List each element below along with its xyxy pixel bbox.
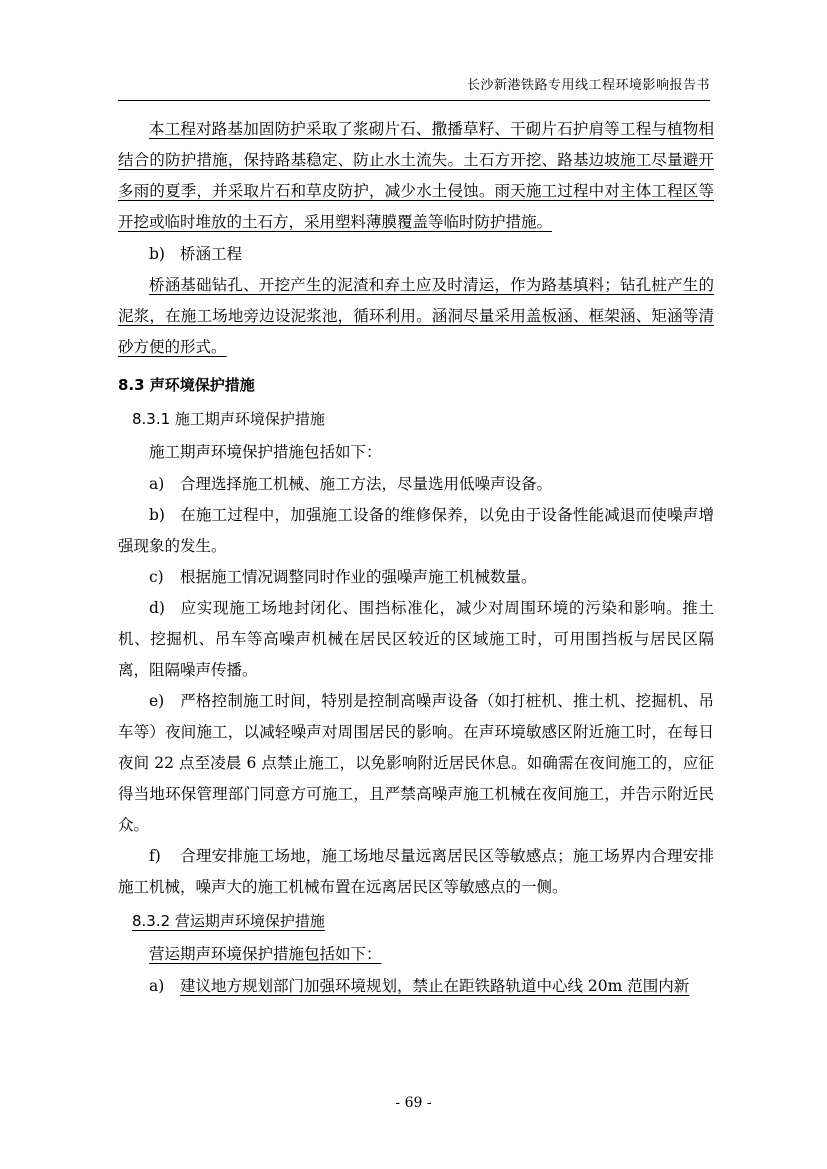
- list-item-e: [118, 686, 714, 841]
- list-item-b: [118, 500, 714, 562]
- list-marker: a): [149, 475, 165, 493]
- list-item-a2: [118, 971, 714, 1002]
- section-heading-8-3-1: 8.3.1 施工期声环境保护措施: [132, 410, 325, 428]
- list-item-a: [118, 469, 714, 500]
- paragraph-operation-noise-intro: 营运期声环境保护措施包括如下：: [149, 945, 382, 963]
- paragraph-bridge-culvert: 桥涵基础钻孔、开挖产生的泥渣和弃土应及时清运，作为路基填料；钻孔桩产生的泥浆，在施工场地旁边设泥浆池，循环利用。涵洞尽量采用盖板涵、框架涵、矩涵等清砂方便的形式。: [118, 276, 714, 356]
- list-marker: d): [149, 599, 165, 617]
- list-marker: f): [149, 847, 161, 865]
- list-item-text: 在施工过程中，加强施工设备的维修保养，以免由于设备性能减退而使噪声增强现象的发生。: [118, 506, 714, 555]
- list-item-c: [118, 562, 714, 593]
- list-marker: a): [149, 977, 165, 995]
- section-heading-8-3-2: 8.3.2 营运期声环境保护措施: [132, 912, 325, 930]
- list-item-text: 应实现施工场地封闭化、围挡标准化，减少对周围环境的污染和影响。推土机、挖掘机、吊车等高噪声机械在居民区较近的区域施工时，可用围挡板与居民区隔离，阻隔噪声传播。: [118, 599, 714, 679]
- list-item-text: 严格控制施工时间，特别是控制高噪声设备（如打桩机、推土机、挖掘机、吊车等）夜间施工，以减轻噪声对周围居民的影响。在声环境敏感区附近施工时，在每日夜间 22 点至凌晨 6 点禁止施工，以免影响附近居民休息。如确需在夜间施工的，应征得当地环保管理部门同意方可施工，且严禁高噪声施工机械在夜间施工，并告示附近民众。: [118, 692, 714, 834]
- list-marker: e): [149, 692, 165, 710]
- page-number: - 69 -: [395, 1095, 432, 1111]
- list-item-title: 桥涵工程: [180, 245, 243, 263]
- paragraph-construction-noise-intro: 施工期声环境保护措施包括如下：: [149, 443, 382, 461]
- list-item-text: 建议地方规划部门加强环境规划，禁止在距铁路轨道中心线 20m 范围内新: [180, 977, 690, 995]
- list-marker: b): [149, 506, 165, 524]
- list-item-bridge-culvert: [118, 239, 714, 270]
- section-heading-8-3: 8.3 声环境保护措施: [118, 376, 255, 394]
- list-marker: c): [149, 568, 164, 586]
- running-header: 长沙新港铁路专用线工程环境影响报告书: [466, 78, 710, 93]
- paragraph-roadbed-protection: 本工程对路基加固防护采取了浆砌片石、撒播草籽、干砌片石护肩等工程与植物相结合的防护措施，保持路基稳定、防止水土流失。土石方开挖、路基边坡施工尽量避开多雨的夏季，并采取片石和草皮防护，减少水土侵蚀。雨天施工过程中对主体工程区等开挖或临时堆放的土石方，采用塑料薄膜覆盖等临时防护措施。: [118, 120, 714, 231]
- list-item-text: 根据施工情况调整同时作业的强噪声施工机械数量。: [180, 568, 537, 586]
- list-marker: b): [149, 245, 165, 263]
- page-content: [118, 114, 714, 1002]
- list-item-text: 合理安排施工场地，施工场地尽量远离居民区等敏感点；施工场界内合理安排施工机械，噪声大的施工机械布置在远离居民区等敏感点的一侧。: [118, 847, 714, 896]
- header-divider: [118, 100, 710, 101]
- list-item-d: [118, 593, 714, 686]
- list-item-text: 合理选择施工机械、施工方法，尽量选用低噪声设备。: [180, 475, 553, 493]
- list-item-f: [118, 841, 714, 903]
